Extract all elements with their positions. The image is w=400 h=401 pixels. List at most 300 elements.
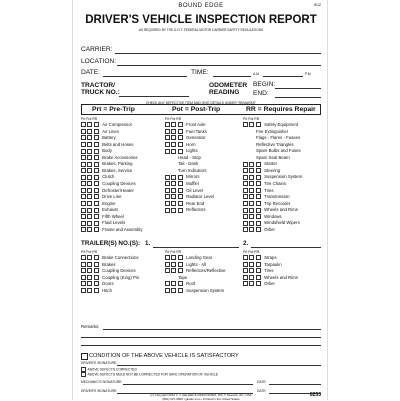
checkbox[interactable]	[81, 208, 86, 213]
checklist-item[interactable]	[81, 129, 119, 134]
item-label: Fuel Tanks	[186, 129, 207, 134]
checkbox[interactable]	[249, 168, 254, 173]
odometer-end-label: END:	[253, 90, 269, 97]
checklist-item	[243, 135, 300, 140]
checklist-item[interactable]	[165, 207, 206, 212]
checklist-item[interactable]	[81, 281, 114, 286]
checkbox[interactable]	[165, 255, 170, 260]
item-label: Battery	[102, 135, 116, 140]
checkbox[interactable]	[178, 208, 183, 213]
checklist-item	[165, 168, 207, 173]
checkbox[interactable]	[256, 208, 261, 213]
checkbox[interactable]	[165, 175, 170, 180]
checklist-item[interactable]	[165, 288, 224, 293]
item-label: Defroster/Heater	[102, 188, 134, 193]
item-label: Horn	[186, 142, 195, 147]
checkbox[interactable]	[171, 194, 176, 199]
checkbox[interactable]	[256, 181, 261, 186]
trailer-1-field[interactable]	[153, 247, 239, 248]
checkbox[interactable]	[87, 168, 92, 173]
item-label: Suspension System	[186, 288, 224, 293]
checkbox[interactable]	[94, 227, 99, 232]
checkbox[interactable]	[171, 288, 176, 293]
checkbox[interactable]	[87, 149, 92, 154]
checklist-item[interactable]	[165, 262, 206, 267]
checkbox[interactable]	[94, 194, 99, 199]
checkbox[interactable]	[171, 208, 176, 213]
checkbox[interactable]	[249, 175, 254, 180]
checkbox[interactable]	[94, 214, 99, 219]
checkbox[interactable]	[249, 262, 254, 267]
checkbox[interactable]	[243, 255, 248, 260]
form-revision: 8/12	[314, 3, 321, 7]
checkbox[interactable]	[256, 281, 261, 286]
checkbox[interactable]	[81, 135, 86, 140]
checkbox[interactable]	[165, 281, 170, 286]
checkbox[interactable]	[94, 275, 99, 280]
item-label: Coupling (King) Pin	[102, 275, 139, 280]
legend-requires-repair: RR = Requires Repair	[246, 106, 316, 113]
checkbox[interactable]	[171, 175, 176, 180]
item-label: Coupling Devices	[102, 268, 135, 273]
checkbox[interactable]	[81, 181, 86, 186]
checkbox[interactable]	[249, 208, 254, 213]
checkbox[interactable]	[171, 255, 176, 260]
checklist-item[interactable]	[81, 262, 116, 267]
checklist-item[interactable]	[165, 142, 196, 147]
checkbox[interactable]	[249, 281, 254, 286]
checklist-item[interactable]	[165, 281, 195, 286]
checklist-item[interactable]	[243, 255, 277, 260]
checklist-item[interactable]	[243, 262, 282, 267]
checkbox[interactable]	[249, 227, 254, 232]
checkbox[interactable]	[87, 268, 92, 273]
item-label: Spare Seal Beam	[243, 155, 290, 160]
checkbox[interactable]	[256, 268, 261, 273]
checkbox[interactable]	[165, 188, 170, 193]
checkbox[interactable]	[81, 268, 86, 273]
item-label: Front Axle	[186, 122, 205, 127]
checkbox[interactable]	[81, 175, 86, 180]
checklist-item	[243, 129, 288, 134]
checkbox[interactable]	[87, 162, 92, 167]
location-field[interactable]	[117, 65, 321, 66]
item-label: Radiator Level	[186, 194, 214, 199]
checkbox[interactable]	[81, 194, 86, 199]
checkbox[interactable]	[87, 194, 92, 199]
checkbox[interactable]	[249, 194, 254, 199]
checkbox[interactable]	[165, 135, 170, 140]
checkbox[interactable]	[81, 142, 86, 147]
checkbox[interactable]	[81, 288, 86, 293]
checkbox[interactable]	[87, 181, 92, 186]
checkbox[interactable]	[94, 188, 99, 193]
checkbox[interactable]	[243, 201, 248, 206]
checkbox[interactable]	[81, 188, 86, 193]
trailer-col2-header: Prt Pot RR	[165, 250, 181, 254]
item-label: Reflective Triangles	[243, 142, 294, 147]
checkbox[interactable]	[81, 275, 86, 280]
checkbox[interactable]	[87, 262, 92, 267]
checkbox[interactable]	[249, 181, 254, 186]
item-label: Rear End	[186, 201, 204, 206]
checkbox[interactable]	[171, 268, 176, 273]
checkbox[interactable]	[171, 142, 176, 147]
checklist-item[interactable]	[81, 268, 136, 273]
checkbox[interactable]	[87, 255, 92, 260]
condition-checkbox[interactable]	[81, 353, 88, 360]
checkbox[interactable]	[243, 122, 248, 127]
trailer-1-label: 1.	[145, 240, 150, 247]
checkbox[interactable]	[249, 255, 254, 260]
driver-date-label: DATE:	[257, 389, 266, 393]
checkbox[interactable]	[243, 162, 248, 167]
item-label: Brakes, Parking	[102, 161, 132, 166]
checkbox[interactable]	[171, 129, 176, 134]
item-label: Straps	[264, 255, 276, 260]
form-title: DRIVER'S VEHICLE INSPECTION REPORT	[73, 14, 329, 26]
checklist-item[interactable]	[243, 227, 275, 232]
checkbox[interactable]	[94, 135, 99, 140]
item-label: Brake Connections	[102, 255, 138, 260]
carrier-field[interactable]	[115, 53, 321, 54]
checklist-item[interactable]	[243, 275, 298, 280]
checkbox[interactable]	[87, 129, 92, 134]
truck-number-field[interactable]	[119, 96, 189, 97]
checkbox[interactable]	[94, 175, 99, 180]
checkbox[interactable]	[87, 122, 92, 127]
checkbox[interactable]	[81, 149, 86, 154]
checkbox[interactable]	[256, 122, 261, 127]
item-label: Trip Recorder	[264, 201, 290, 206]
checkbox[interactable]	[249, 221, 254, 226]
item-label: Drive Line	[102, 194, 121, 199]
checklist-item[interactable]	[243, 220, 300, 225]
checklist-item[interactable]	[165, 174, 200, 179]
mechanic-date-field[interactable]	[269, 384, 321, 385]
checklist-item[interactable]	[81, 181, 136, 186]
remarks-line-3[interactable]	[81, 345, 321, 346]
time-field-pm[interactable]	[263, 76, 303, 77]
checkbox[interactable]	[178, 135, 183, 140]
checkbox[interactable]	[249, 188, 254, 193]
checkbox[interactable]	[171, 281, 176, 286]
trailer-col1-header: Prt Pot RR	[81, 250, 97, 254]
checklist-item[interactable]	[81, 174, 114, 179]
checklist-item[interactable]	[81, 168, 132, 173]
remarks-line-2[interactable]	[81, 337, 321, 338]
checkbox[interactable]	[81, 255, 86, 260]
mechanic-signature-field[interactable]	[123, 384, 253, 385]
checklist-item[interactable]	[243, 161, 277, 166]
checkbox[interactable]	[94, 122, 99, 127]
item-label: Suspension System	[264, 174, 302, 179]
checkbox[interactable]	[243, 208, 248, 213]
checkbox[interactable]	[165, 201, 170, 206]
checklist-item[interactable]	[243, 201, 290, 206]
checkbox[interactable]	[171, 201, 176, 206]
checkbox[interactable]	[243, 188, 248, 193]
checkbox[interactable]	[165, 194, 170, 199]
checklist-item[interactable]	[243, 281, 275, 286]
checklist-item[interactable]	[165, 122, 206, 127]
checklist-item[interactable]	[81, 220, 125, 225]
checklist-item[interactable]	[243, 194, 290, 199]
checkbox[interactable]	[165, 122, 170, 127]
checkbox[interactable]	[256, 188, 261, 193]
checkbox[interactable]	[81, 262, 86, 267]
checkbox[interactable]	[87, 135, 92, 140]
checkbox[interactable]	[81, 129, 86, 134]
checklist-item[interactable]	[81, 227, 143, 232]
checkbox[interactable]	[178, 142, 183, 147]
checkbox[interactable]	[171, 149, 176, 154]
checkbox[interactable]	[81, 221, 86, 226]
checkbox[interactable]	[87, 288, 92, 293]
checkbox[interactable]	[87, 175, 92, 180]
checkbox[interactable]	[81, 168, 86, 173]
checkbox[interactable]	[178, 262, 183, 267]
item-label: Safety Equipment	[264, 122, 298, 127]
checkbox[interactable]	[256, 262, 261, 267]
checklist-item[interactable]	[81, 188, 134, 193]
checkbox[interactable]	[87, 214, 92, 219]
checkbox[interactable]	[165, 262, 170, 267]
checklist-item[interactable]	[81, 275, 139, 280]
item-label: Lights	[186, 148, 197, 153]
checkbox[interactable]	[81, 227, 86, 232]
checklist-item	[243, 148, 301, 153]
checkbox[interactable]	[81, 281, 86, 286]
checkbox[interactable]	[165, 142, 170, 147]
bound-edge: BOUND EDGE	[73, 3, 329, 9]
checklist-item[interactable]	[165, 194, 214, 199]
checkbox[interactable]	[94, 281, 99, 286]
checkbox[interactable]	[94, 149, 99, 154]
item-label: Fluid Levels	[102, 220, 125, 225]
checklist-item[interactable]	[243, 268, 274, 273]
checkbox[interactable]	[87, 221, 92, 226]
defects-not-corrected-option[interactable]: ABOVE DEFECTS NEED NOT BE CORRECTED FOR SAFE OPERATION OF VEHICLE	[81, 372, 218, 377]
checkbox[interactable]	[165, 268, 170, 273]
legend-pre-trip: Prt = Pre-Trip	[92, 106, 135, 113]
checklist-item[interactable]	[81, 142, 133, 147]
checkbox[interactable]	[165, 208, 170, 213]
checkbox[interactable]	[178, 175, 183, 180]
checkbox[interactable]	[249, 201, 254, 206]
checkbox[interactable]	[243, 175, 248, 180]
checkbox[interactable]	[243, 168, 248, 173]
date-field[interactable]	[103, 76, 187, 77]
checkbox[interactable]	[243, 181, 248, 186]
checkbox[interactable]	[243, 268, 248, 273]
checklist-item[interactable]	[81, 135, 116, 140]
item-label: Windshield Wipers	[264, 220, 300, 225]
checklist-item[interactable]	[81, 155, 138, 160]
checkbox[interactable]	[178, 281, 183, 286]
checkbox[interactable]	[94, 255, 99, 260]
checklist-item[interactable]	[81, 207, 118, 212]
item-label: Turn Indicators	[165, 168, 207, 173]
checkbox[interactable]	[243, 262, 248, 267]
checkbox[interactable]	[94, 181, 99, 186]
checkbox[interactable]	[165, 129, 170, 134]
checkbox[interactable]	[178, 201, 183, 206]
checkbox[interactable]	[256, 275, 261, 280]
checkbox[interactable]	[243, 194, 248, 199]
checkbox[interactable]	[94, 129, 99, 134]
defects-not-corrected-checkbox[interactable]	[81, 372, 86, 377]
item-label: Reflectors	[186, 207, 205, 212]
checkbox[interactable]	[94, 201, 99, 206]
checkbox[interactable]	[94, 208, 99, 213]
checkbox[interactable]	[178, 188, 183, 193]
checkbox[interactable]	[256, 175, 261, 180]
checkbox[interactable]	[165, 288, 170, 293]
checkbox[interactable]	[94, 162, 99, 167]
checklist-item[interactable]	[81, 214, 124, 219]
checklist-item[interactable]	[81, 161, 133, 166]
checkbox[interactable]	[165, 181, 170, 186]
checkbox[interactable]	[178, 149, 183, 154]
checkbox[interactable]	[87, 275, 92, 280]
checkbox[interactable]	[249, 268, 254, 273]
time-field[interactable]	[213, 76, 251, 77]
checkbox[interactable]	[178, 129, 183, 134]
remarks-line-1[interactable]	[103, 329, 321, 330]
item-label: Tire Chains	[264, 181, 286, 186]
checklist-item[interactable]	[243, 207, 298, 212]
checklist-item[interactable]	[243, 188, 274, 193]
checklist-item[interactable]	[243, 214, 282, 219]
odometer-begin-field[interactable]	[275, 88, 321, 89]
checkbox[interactable]	[256, 221, 261, 226]
checkbox[interactable]	[178, 194, 183, 199]
checkbox[interactable]	[94, 221, 99, 226]
checklist-item	[165, 161, 198, 166]
checkbox[interactable]	[87, 155, 92, 160]
checkbox[interactable]	[249, 275, 254, 280]
checkbox[interactable]	[94, 268, 99, 273]
checkbox[interactable]	[87, 281, 92, 286]
checkbox[interactable]	[94, 155, 99, 160]
checklist-item[interactable]	[165, 268, 226, 273]
checkbox[interactable]	[94, 288, 99, 293]
checkbox[interactable]	[256, 168, 261, 173]
checkbox[interactable]	[171, 122, 176, 127]
checkbox[interactable]	[171, 188, 176, 193]
checkbox[interactable]	[94, 168, 99, 173]
checklist-item[interactable]	[165, 188, 203, 193]
checkbox[interactable]	[178, 268, 183, 273]
checkbox[interactable]	[256, 255, 261, 260]
inspection-form	[72, 0, 328, 400]
checklist-item[interactable]	[165, 255, 212, 260]
checkbox[interactable]	[256, 162, 261, 167]
condition-label: CONDITION OF THE ABOVE VEHICLE IS SATISFACTORY	[89, 353, 239, 359]
checklist-item[interactable]	[165, 181, 199, 186]
checkbox[interactable]	[94, 262, 99, 267]
checklist-item[interactable]	[243, 168, 280, 173]
item-label: Coupling Devices	[102, 181, 135, 186]
checklist-item[interactable]	[243, 122, 298, 127]
checkbox[interactable]	[171, 181, 176, 186]
checkbox[interactable]	[81, 214, 86, 219]
checkbox[interactable]	[256, 227, 261, 232]
checkbox[interactable]	[165, 149, 170, 154]
checklist-item[interactable]	[165, 148, 198, 153]
checkbox[interactable]	[243, 275, 248, 280]
checkbox[interactable]	[87, 188, 92, 193]
checklist-item[interactable]	[81, 255, 138, 260]
checkbox[interactable]	[87, 142, 92, 147]
checkbox[interactable]	[94, 142, 99, 147]
checkbox[interactable]	[81, 122, 86, 127]
checkbox[interactable]	[81, 162, 86, 167]
item-label: Brake Accessories	[102, 155, 137, 160]
checkbox[interactable]	[87, 208, 92, 213]
checkbox[interactable]	[249, 162, 254, 167]
checkbox[interactable]	[243, 214, 248, 219]
col2-header: Prt Pot RR	[165, 117, 181, 121]
tractor-label: TRACTOR/ TRUCK NO.:	[81, 82, 120, 96]
checkbox[interactable]	[81, 155, 86, 160]
checklist-item[interactable]	[81, 122, 132, 127]
checkbox[interactable]	[171, 135, 176, 140]
checkbox[interactable]	[171, 262, 176, 267]
checkbox[interactable]	[87, 201, 92, 206]
item-label: Air Lines	[102, 129, 119, 134]
checkbox[interactable]	[249, 214, 254, 219]
checkbox[interactable]	[243, 227, 248, 232]
checkbox[interactable]	[256, 214, 261, 219]
checkbox[interactable]	[243, 221, 248, 226]
trailer-2-field[interactable]	[251, 247, 321, 248]
checkbox[interactable]	[87, 227, 92, 232]
checklist-item[interactable]	[165, 135, 206, 140]
item-label: Reflectors/Reflective	[186, 268, 225, 273]
checkbox[interactable]	[178, 122, 183, 127]
defects-corrected-option[interactable]: ABOVE DEFECTS CORRECTED	[81, 367, 137, 372]
item-label: Tires	[264, 268, 273, 273]
checkbox[interactable]	[178, 288, 183, 293]
checkbox[interactable]	[178, 255, 183, 260]
checkbox[interactable]	[81, 201, 86, 206]
checklist-item[interactable]	[81, 148, 112, 153]
odometer-end-field[interactable]	[275, 97, 321, 98]
check-instructions: CHECK ANY DEFECTIVE ITEM AND GIVE DETAILS UNDER "REMARKS"	[73, 101, 329, 105]
item-label: Landing Gear	[186, 255, 212, 260]
checklist-item[interactable]	[81, 201, 116, 206]
item-label: Wheels and Rims	[264, 207, 298, 212]
checklist-item	[165, 155, 201, 160]
driver-signature-field[interactable]	[117, 365, 321, 366]
checklist-item[interactable]	[81, 288, 112, 293]
checkbox[interactable]	[256, 201, 261, 206]
checklist-item[interactable]	[81, 194, 122, 199]
checklist-item[interactable]	[243, 174, 302, 179]
checkbox[interactable]	[178, 181, 183, 186]
checkbox[interactable]	[256, 194, 261, 199]
checklist-item[interactable]	[243, 181, 286, 186]
item-label: Clutch	[102, 174, 114, 179]
odometer-label: ODOMETER READING	[209, 82, 247, 96]
checklist-item[interactable]	[165, 129, 207, 134]
mechanic-date-label: DATE:	[257, 380, 266, 384]
checklist-item[interactable]	[165, 201, 204, 206]
checkbox[interactable]	[249, 122, 254, 127]
checkbox[interactable]	[243, 281, 248, 286]
